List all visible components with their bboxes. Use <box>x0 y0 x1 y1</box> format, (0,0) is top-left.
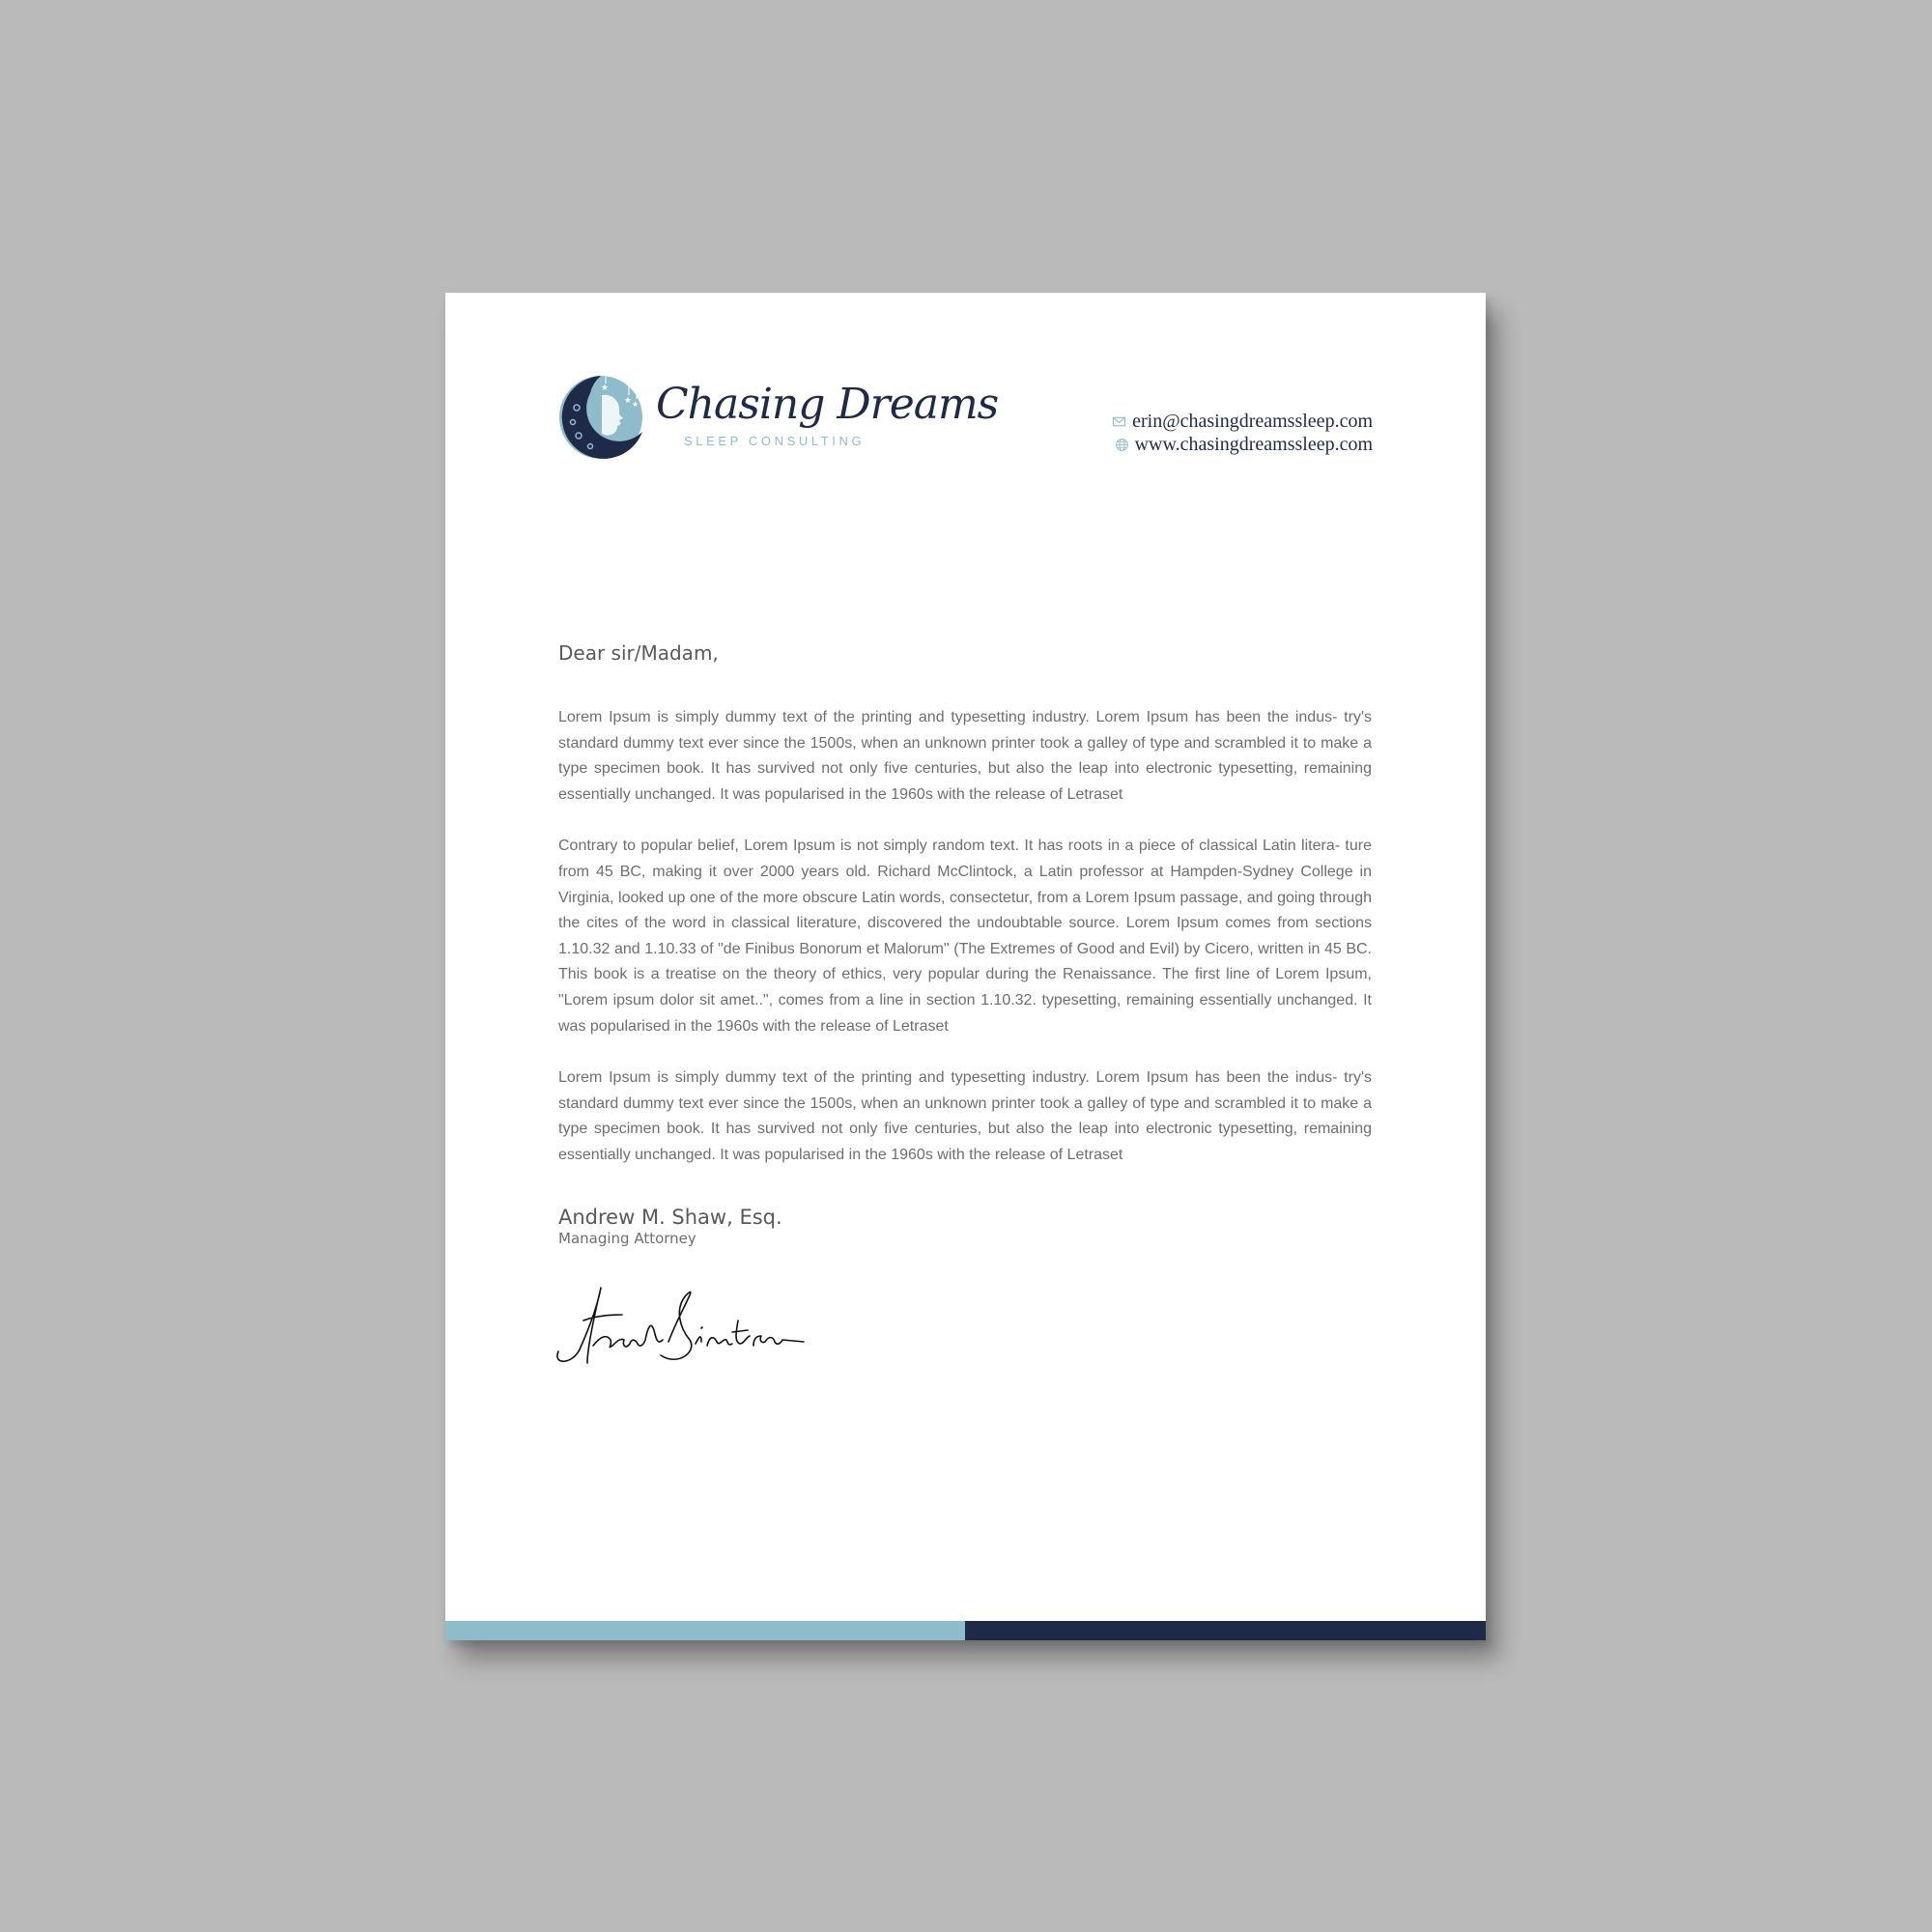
contact-website-row <box>1112 433 1373 456</box>
letterhead-page <box>445 293 1486 1640</box>
signer-block <box>558 1205 782 1247</box>
footer-color-bar <box>445 1621 1486 1640</box>
svg-text:★: ★ <box>624 396 633 406</box>
footer-bar-navy <box>965 1621 1486 1640</box>
envelope-icon <box>1112 414 1126 429</box>
contact-email-row <box>1112 410 1373 433</box>
footer-bar-light-blue <box>445 1621 965 1640</box>
brand-tagline: SLEEP CONSULTING <box>684 434 866 448</box>
moon-face-logo-icon <box>557 374 644 461</box>
signer-name: Andrew M. Shaw, Esq. <box>558 1206 782 1229</box>
letter-body <box>558 705 1372 1195</box>
paragraph-1: Lorem Ipsum is simply dummy text of the printing and typesetting industry. Lorem Ipsum has been the indus- try's standard dummy text ever since the 1500s, when an unknown printer took a galley of type and scrambled it to make a type specimen book. It has survived not only five centuries, but also the leap into electronic typesetting, remaining essentially unchanged. It was popularised in the 1960s with the release of Letraset <box>558 709 1372 803</box>
globe-icon <box>1115 438 1129 452</box>
contact-block <box>1112 410 1373 456</box>
svg-text:★: ★ <box>632 400 639 409</box>
brand-name: Chasing Dreams <box>656 380 999 429</box>
signer-title: Managing Attorney <box>558 1230 696 1247</box>
brand-logo <box>557 374 999 461</box>
handwritten-signature <box>554 1282 806 1369</box>
contact-email[interactable]: erin@chasingdreamssleep.com <box>1132 411 1373 432</box>
contact-website[interactable]: www.chasingdreamssleep.com <box>1134 434 1373 455</box>
paragraph-2: Contrary to popular belief, Lorem Ipsum is not simply random text. It has roots in a piece of classical Latin litera- ture from 45 BC, making it over 2000 years old. Richard McClintock, a Latin professor at Hampden-Sydney College in Virginia, looked up one of the more obscure Latin words, consectetur, from a Lorem Ipsum passage, and going through the cites of the word in classical literature, discovered the undoubtable source. Lorem Ipsum comes from sections 1.10.32 and 1.10.33 of "de Finibus Bonorum et Malorum" (The Extremes of Good and Evil) by Cicero, written in 45 BC. This book is a treatise on the theory of ethics, very popular during the Renaissance. The first line of Lorem Ipsum, "Lorem ipsum dolor sit amet..", comes from a line in section 1.10.32. typesetting, remaining essentially unchanged. It was popularised in the 1960s with the release of Letraset <box>558 838 1372 1035</box>
letter-greeting: Dear sir/Madam, <box>558 641 719 665</box>
paragraph-3: Lorem Ipsum is simply dummy text of the printing and typesetting industry. Lorem Ipsum has been the indus- try's standard dummy text ever since the 1500s, when an unknown printer took a galley of type and scrambled it to make a type specimen book. It has survived not only five centuries, but also the leap into electronic typesetting, remaining essentially unchanged. It was popularised in the 1960s with the release of Letraset <box>558 1069 1372 1163</box>
svg-text:★: ★ <box>601 384 610 393</box>
